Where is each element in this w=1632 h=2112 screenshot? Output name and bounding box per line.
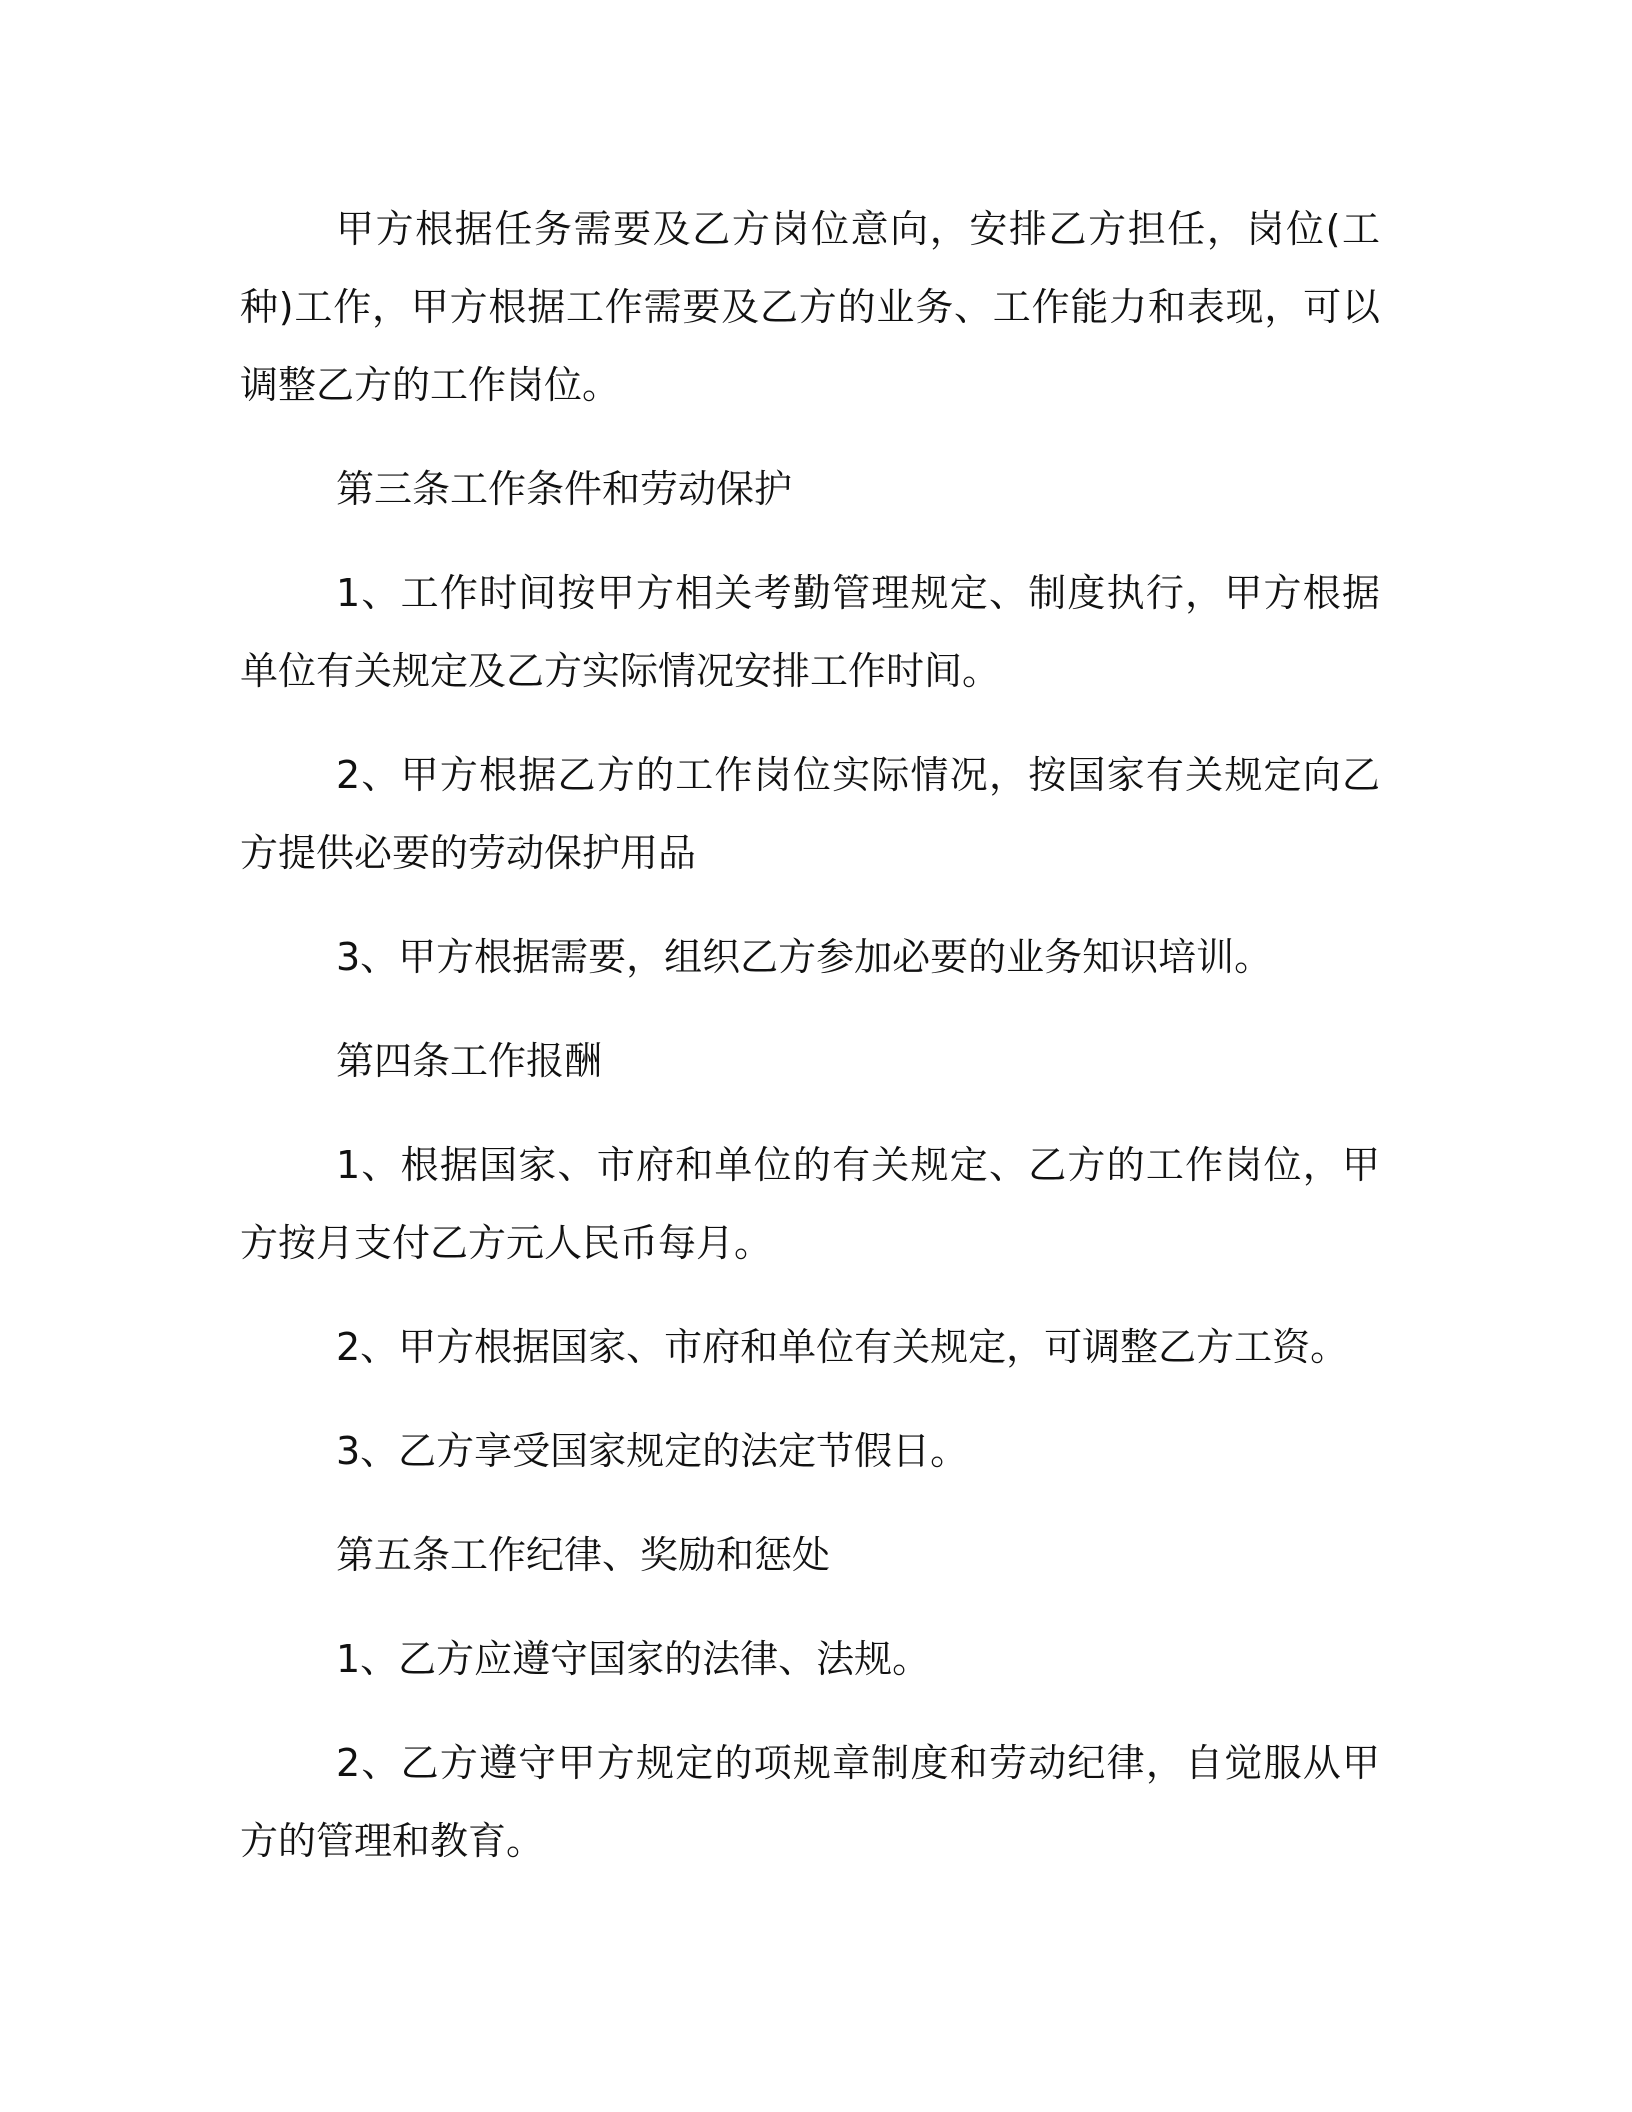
article-5-heading: 第五条工作纪律、奖励和惩处	[336, 1533, 831, 1577]
article-4-item-1: 1、根据国家、市府和单位的有关规定、乙方的工作岗位，甲方按月支付乙方元人民币每月。	[240, 1143, 1380, 1265]
article-3-item-1: 1、工作时间按甲方相关考勤管理规定、制度执行，甲方根据单位有关规定及乙方实际情况安排工作时间。	[240, 571, 1380, 693]
article-5-item-1: 1、乙方应遵守国家的法律、法规。	[336, 1637, 931, 1681]
article-3-heading: 第三条工作条件和劳动保护	[336, 467, 793, 511]
article-4-item-3: 3、乙方享受国家规定的法定节假日。	[336, 1429, 969, 1473]
article-3-item-3: 3、甲方根据需要，组织乙方参加必要的业务知识培训。	[336, 935, 1273, 979]
document-body	[240, 190, 1380, 1880]
paragraph-position-assignment: 甲方根据任务需要及乙方岗位意向，安排乙方担任，岗位(工种)工作，甲方根据工作需要及乙方的业务、工作能力和表现，可以调整乙方的工作岗位。	[240, 207, 1380, 407]
article-5-item-2: 2、乙方遵守甲方规定的项规章制度和劳动纪律，自觉服从甲方的管理和教育。	[240, 1741, 1380, 1863]
article-4-heading: 第四条工作报酬	[336, 1039, 603, 1083]
article-4-item-2: 2、甲方根据国家、市府和单位有关规定，可调整乙方工资。	[336, 1325, 1349, 1369]
article-3-item-2: 2、甲方根据乙方的工作岗位实际情况，按国家有关规定向乙方提供必要的劳动保护用品	[240, 753, 1380, 875]
